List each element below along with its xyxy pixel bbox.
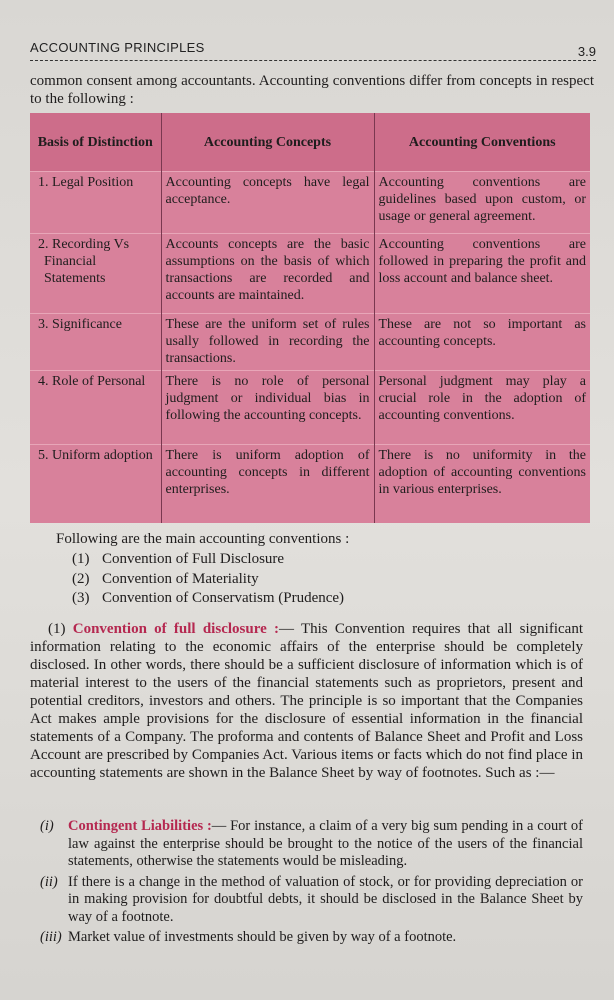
cell-convention: Accounting conventions are followed in preparing the profit and loss account and balance sheet. bbox=[374, 234, 590, 314]
list-item bbox=[30, 929, 583, 947]
header-basis: Basis of Distinction bbox=[30, 113, 161, 172]
cell-basis: 2. Recording Vs Financial Statements bbox=[30, 234, 161, 314]
list-item-text: Convention of Full Disclosure bbox=[102, 551, 285, 567]
page-number: 3.9 bbox=[577, 44, 596, 59]
page-header bbox=[30, 38, 596, 64]
table-row bbox=[30, 234, 590, 314]
table-row bbox=[30, 371, 590, 445]
list-item-numeral: (ii) bbox=[40, 873, 58, 890]
section-title: ACCOUNTING PRINCIPLES bbox=[30, 40, 205, 55]
list-item-number: (3) bbox=[72, 590, 90, 606]
table-row bbox=[30, 445, 590, 523]
cell-convention: These are not so important as accounting concepts. bbox=[374, 314, 590, 371]
list-item bbox=[30, 818, 583, 871]
list-item bbox=[72, 570, 344, 590]
cell-basis: 5. Uniform adoption bbox=[30, 445, 161, 523]
cell-convention: Personal judgment may play a crucial role in the adoption of accounting conventions. bbox=[374, 371, 590, 445]
full-disclosure-body: — This Convention requires that all significant information relating to the economic affairs of the enterprise should be completely disclosed. In other words, there should be a sufficient disclosure of information which is of material interest to the users of the financial statements such as proprietors, present and potential creditors, investors and others. The principle is so important that the Companies Act makes ample provisions for the disclosure of essential information in the financial statements of a Company. The proforma and contents of Balance Sheet and Profit and Loss Account are prescribed by Companies Act. Various items or facts which do not find place in accounting statements are shown in the Balance Sheet by way of footnotes. Such as :— bbox=[30, 621, 583, 781]
list-item-text: — For instance, a claim of a very big sum pending in a court of law against the enterprise should be brought to the notice of the users of the financial statements, otherwise the statements would be misleading. bbox=[68, 818, 583, 869]
cell-concept: There is no role of personal judgment or individual bias in following the accounting concepts. bbox=[161, 371, 374, 445]
table-row bbox=[30, 314, 590, 371]
table-header-row bbox=[30, 113, 590, 172]
conventions-list bbox=[72, 550, 344, 609]
cell-convention: Accounting conventions are guidelines based upon custom, or usage or general agreement. bbox=[374, 172, 590, 234]
cell-basis: 4. Role of Personal bbox=[30, 371, 161, 445]
header-dashed-rule bbox=[30, 60, 596, 61]
disclosure-examples-list bbox=[30, 818, 583, 950]
list-item bbox=[72, 550, 344, 570]
cell-concept: There is uniform adoption of accounting concepts in different enterprises. bbox=[161, 445, 374, 523]
list-item bbox=[72, 589, 344, 609]
cell-basis: 3. Significance bbox=[30, 314, 161, 371]
intro-paragraph: common consent among accountants. Accounting conventions differ from concepts in respect to the following : bbox=[30, 73, 594, 107]
full-disclosure-heading: Convention of full disclosure : bbox=[72, 621, 279, 637]
list-item-text: Market value of investments should be given by way of a footnote. bbox=[68, 929, 457, 945]
list-item bbox=[30, 874, 583, 927]
cell-concept: Accounting concepts have legal acceptance. bbox=[161, 172, 374, 234]
list-item-text: Convention of Materiality bbox=[102, 570, 259, 587]
cell-concept: These are the uniform set of rules usally followed in recording the transactions. bbox=[161, 314, 374, 371]
table-row bbox=[30, 172, 590, 234]
header-concepts: Accounting Concepts bbox=[161, 113, 374, 172]
cell-convention: There is no uniformity in the adoption of accounting conventions in various enterprises. bbox=[374, 445, 590, 523]
list-item-number: (1) bbox=[72, 551, 90, 567]
list-item-number: (2) bbox=[72, 570, 90, 587]
list-item-numeral: (iii) bbox=[40, 929, 62, 945]
list-item-text: Convention of Conservatism (Prudence) bbox=[102, 590, 345, 606]
header-conventions: Accounting Conventions bbox=[374, 113, 590, 172]
list-item-text: If there is a change in the method of valuation of stock, or for providing depreciation or in making provision for doubtful debts, it should be disclosed in the Balance Sheet by way of a footnote. bbox=[68, 873, 583, 925]
conventions-lead: Following are the main accounting conventions : bbox=[56, 531, 350, 547]
list-item-numeral: (i) bbox=[40, 818, 54, 834]
full-disclosure-paragraph bbox=[30, 620, 583, 782]
cell-concept: Accounts concepts are the basic assumptions on the basis of which transactions are recorded and accounts are maintained. bbox=[161, 234, 374, 314]
contingent-liabilities-heading: Contingent Liabilities : bbox=[68, 818, 212, 834]
comparison-table bbox=[30, 113, 590, 523]
paragraph-number: (1) bbox=[48, 621, 66, 637]
cell-basis: 1. Legal Position bbox=[30, 172, 161, 234]
